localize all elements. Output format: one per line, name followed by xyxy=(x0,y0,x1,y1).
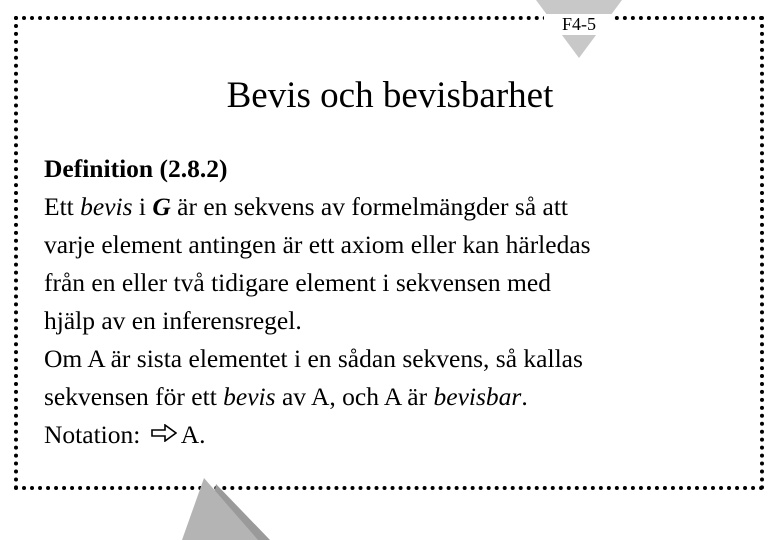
term-bevis: bevis xyxy=(80,192,133,221)
text: . xyxy=(521,382,528,411)
notation-value: A. xyxy=(180,420,206,449)
system-G: G xyxy=(152,192,171,221)
definition-line-2: varje element antingen är ett axiom eller kan härledas xyxy=(44,230,591,259)
definition-line-5: Om A är sista elementet i en sådan sekvens, så kallas xyxy=(44,344,583,373)
text: sekvensen för ett xyxy=(44,382,224,411)
term-bevisbar: bevisbar xyxy=(433,382,522,411)
text: av A, och A är xyxy=(275,382,434,411)
definition-line-6 xyxy=(44,378,744,416)
decorative-triangles xyxy=(176,478,276,540)
hollow-right-arrow-icon xyxy=(151,424,177,442)
term-bevis: bevis xyxy=(223,382,276,411)
definition-line-1 xyxy=(44,188,744,226)
definition-body xyxy=(44,150,744,454)
text: Ett xyxy=(44,192,81,221)
text: är en sekvens av formelmängder så att xyxy=(170,192,569,221)
slide-number: F4-5 xyxy=(544,14,614,35)
definition-line-3: från en eller två tidigare element i sekvensen med xyxy=(44,268,551,297)
notation-line xyxy=(44,416,744,454)
definition-line-4: hjälp av en inferensregel. xyxy=(44,306,302,335)
slide-title: Bevis och bevisbarhet xyxy=(226,75,554,116)
text: i xyxy=(132,192,153,221)
notation-label: Notation: xyxy=(44,420,141,449)
definition-heading: Definition (2.8.2) xyxy=(44,154,228,183)
